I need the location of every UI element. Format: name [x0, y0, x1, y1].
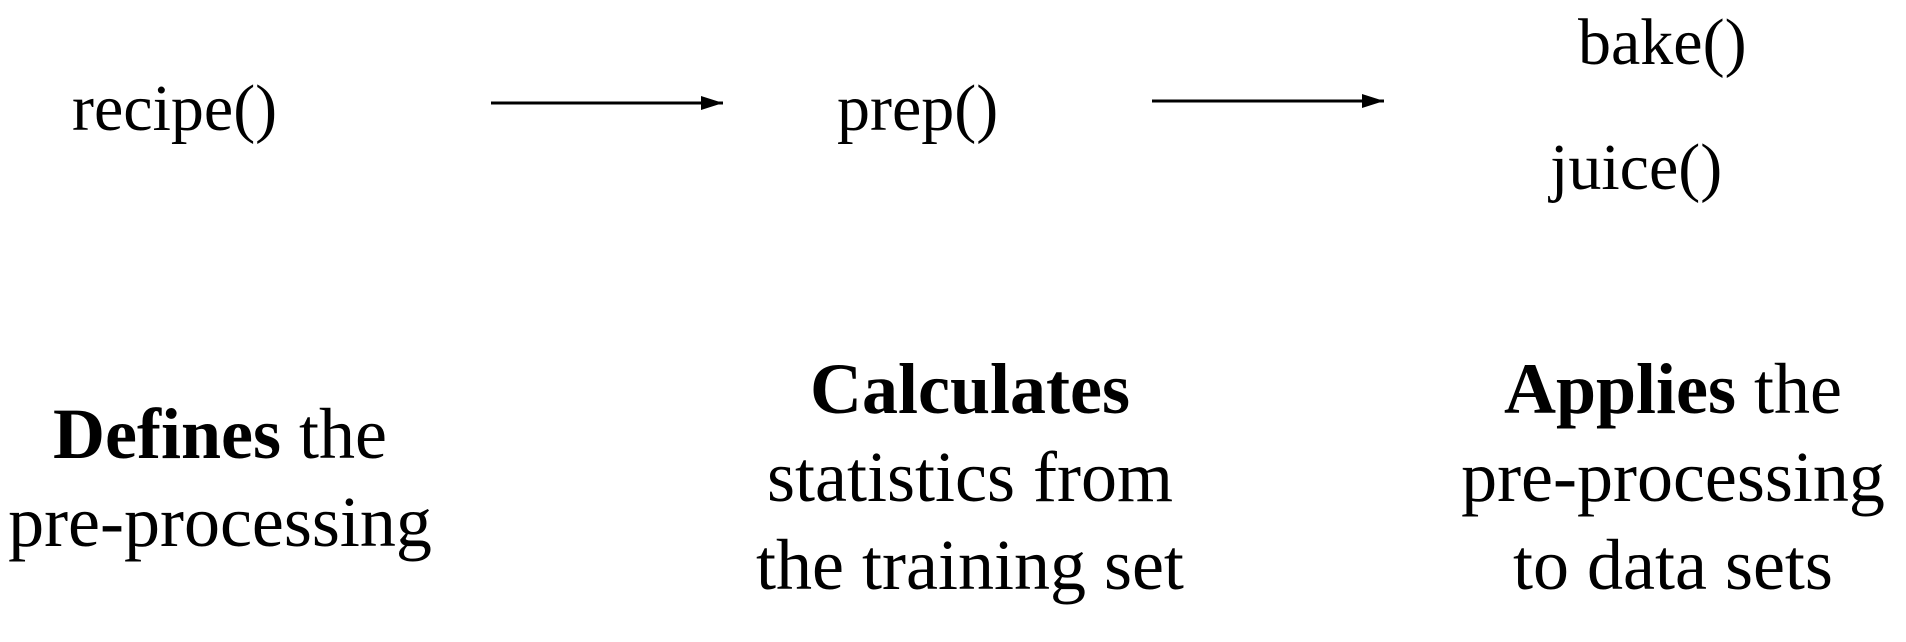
- recipe-description-line1: [0, 390, 440, 478]
- bake-description: [1440, 345, 1906, 609]
- bake-description-line3: to data sets: [1513, 525, 1833, 605]
- prep-verb: Calculates: [810, 349, 1130, 429]
- recipe-verb: Defines: [53, 394, 281, 474]
- bake-description-line2: pre-processing: [1461, 437, 1885, 517]
- recipe-description: [0, 390, 440, 566]
- prep-description: [710, 345, 1230, 609]
- recipe-function-label: recipe(): [72, 72, 278, 145]
- prep-function-label: prep(): [837, 72, 999, 145]
- prep-description-line2: statistics from: [767, 437, 1173, 517]
- bake-rest: the: [1754, 349, 1843, 429]
- prep-description-line3: the training set: [756, 525, 1184, 605]
- bake-verb: Applies: [1503, 349, 1737, 429]
- recipe-description-line2: pre-processing: [8, 482, 432, 562]
- recipe-rest: the: [298, 394, 387, 474]
- bake-description-line1: [1440, 345, 1906, 433]
- bake-function-label: bake(): [1578, 6, 1747, 79]
- prep-description-line1: [710, 345, 1230, 433]
- juice-function-label: juice(): [1550, 131, 1723, 204]
